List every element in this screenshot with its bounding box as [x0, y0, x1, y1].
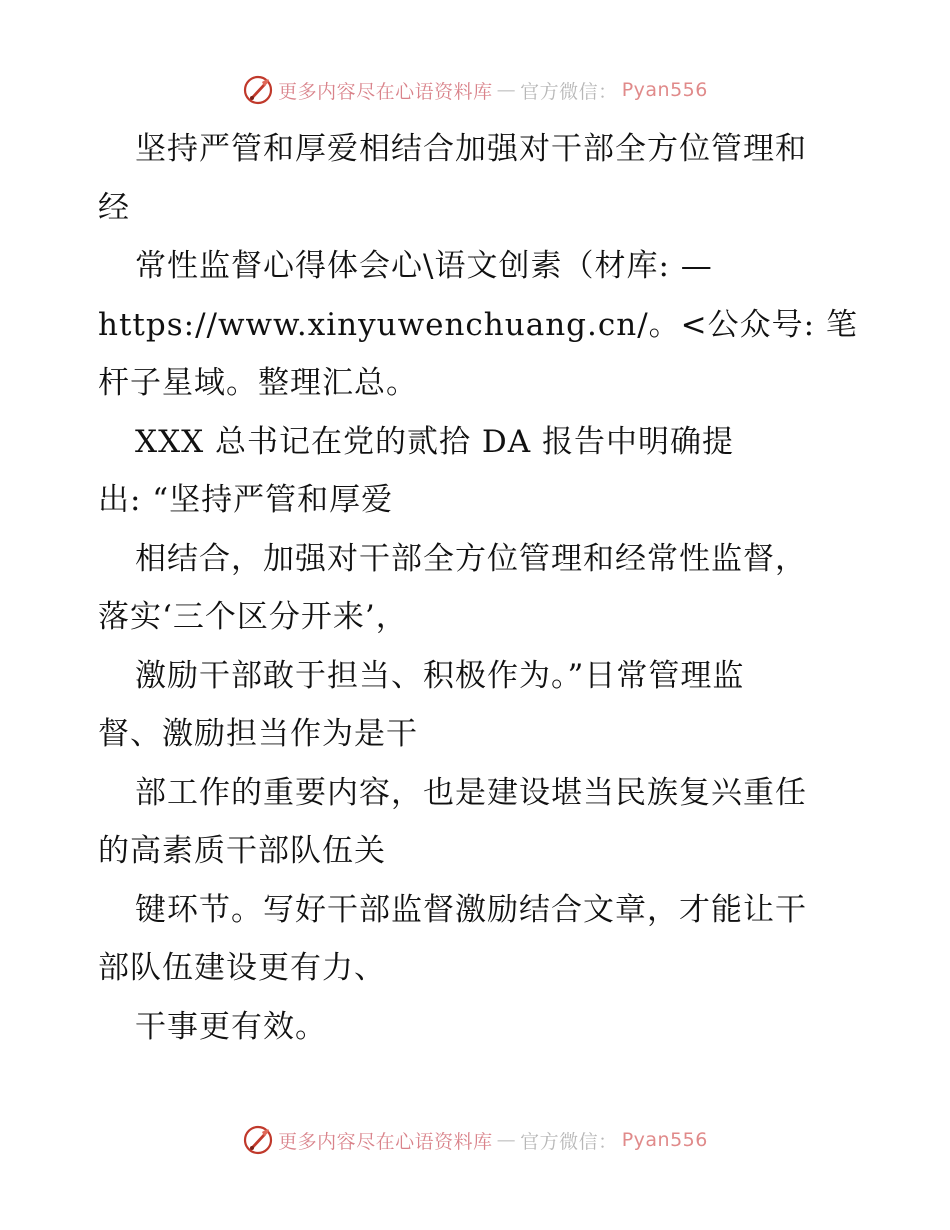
text-line: 常性监督心得体会心\语文创素（材库: —	[135, 248, 713, 284]
text-line: 落实‘三个区分开来’，	[98, 599, 408, 635]
watermark-wechat-id: Pyan556	[621, 1129, 708, 1151]
watermark-official-label: 官方微信：	[520, 80, 618, 103]
text-line: https://www.xinyuwenchuang.cn/。<公众号: 笔	[98, 306, 858, 343]
header-watermark	[0, 72, 950, 108]
text-line: 部工作的重要内容，也是建设堪当民族复兴重任	[135, 774, 807, 811]
text-line: 出: “坚持严管和厚爱	[98, 482, 394, 518]
text-line: 坚持严管和厚爱相结合加强对干部全方位管理和	[135, 131, 807, 167]
watermark-dash: —	[496, 79, 517, 101]
text-line: 督、激励担当作为是干	[98, 716, 418, 752]
text-line: 经	[98, 189, 130, 226]
watermark-wechat-id: Pyan556	[621, 79, 708, 101]
watermark-brand-text: 更多内容尽在心语资料库	[278, 80, 493, 103]
text-line: 杆子星域。整理汇总。	[98, 365, 418, 401]
quill-pen-logo-icon	[242, 74, 274, 106]
footer-watermark	[0, 1122, 950, 1158]
text-line: XXX 总书记在党的贰拾 DA 报告中明确提	[135, 423, 735, 460]
text-line: 部队伍建设更有力、	[98, 950, 386, 986]
text-line: 干事更有效。	[135, 1008, 327, 1045]
watermark-dash: —	[496, 1129, 517, 1151]
text-line: 激励干部敢于担当、积极作为。”日常管理监	[135, 657, 745, 694]
text-line: 键环节。写好干部监督激励结合文章，才能让干	[135, 891, 807, 928]
quill-pen-logo-icon	[242, 1124, 274, 1156]
watermark-official-label: 官方微信：	[520, 1130, 618, 1153]
document-body	[98, 120, 878, 1056]
text-line: 相结合，加强对干部全方位管理和经常性监督，	[135, 540, 807, 577]
text-line: 的高素质干部队伍关	[98, 833, 386, 869]
watermark-brand-text: 更多内容尽在心语资料库	[278, 1130, 493, 1153]
